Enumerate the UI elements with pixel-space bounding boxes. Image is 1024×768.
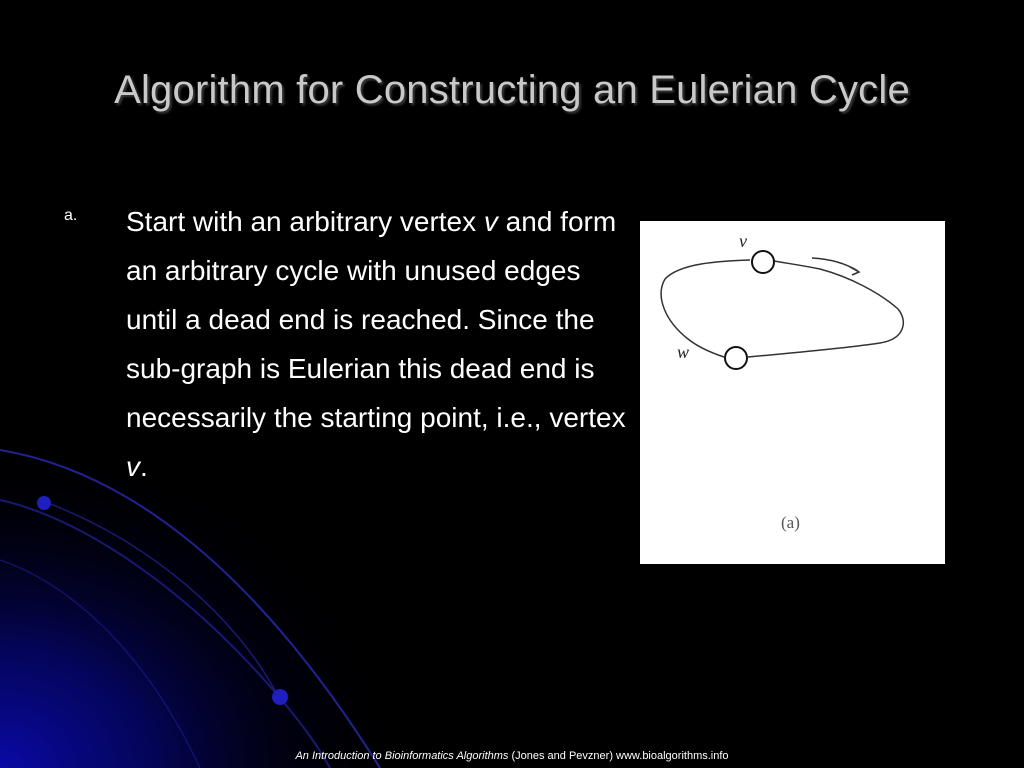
cycle-diagram — [640, 221, 945, 564]
variable-v: v — [126, 451, 140, 482]
decor-dot — [272, 689, 288, 705]
bullet-text — [126, 197, 626, 491]
figure-caption: (a) — [781, 513, 800, 532]
bullet-marker: a. — [64, 207, 78, 224]
footer — [0, 750, 1024, 762]
vertex-w — [725, 347, 747, 369]
vertex-v-label: v — [739, 231, 747, 251]
footer-book-title: An Introduction to Bioinformatics Algorithms — [295, 750, 509, 762]
footer-credits: (Jones and Pevzner) www.bioalgorithms.info — [508, 750, 729, 762]
vertex-w-label: w — [677, 342, 690, 362]
cycle-path — [661, 260, 903, 357]
bullet-text-part: Start with an arbitrary vertex — [126, 206, 484, 237]
slide-title: Algorithm for Constructing an Eulerian Cycle — [114, 68, 910, 112]
variable-v: v — [483, 206, 498, 237]
vertex-v — [752, 251, 774, 273]
bullet-text-part: and form an arbitrary cycle with unused edges until a dead end is reached. Since the sub-graph is Eulerian this dead end is necessarily the starting point, i.e., vertex — [126, 206, 626, 433]
bullet-text-part: . — [140, 451, 148, 482]
decor-dot — [37, 496, 51, 510]
